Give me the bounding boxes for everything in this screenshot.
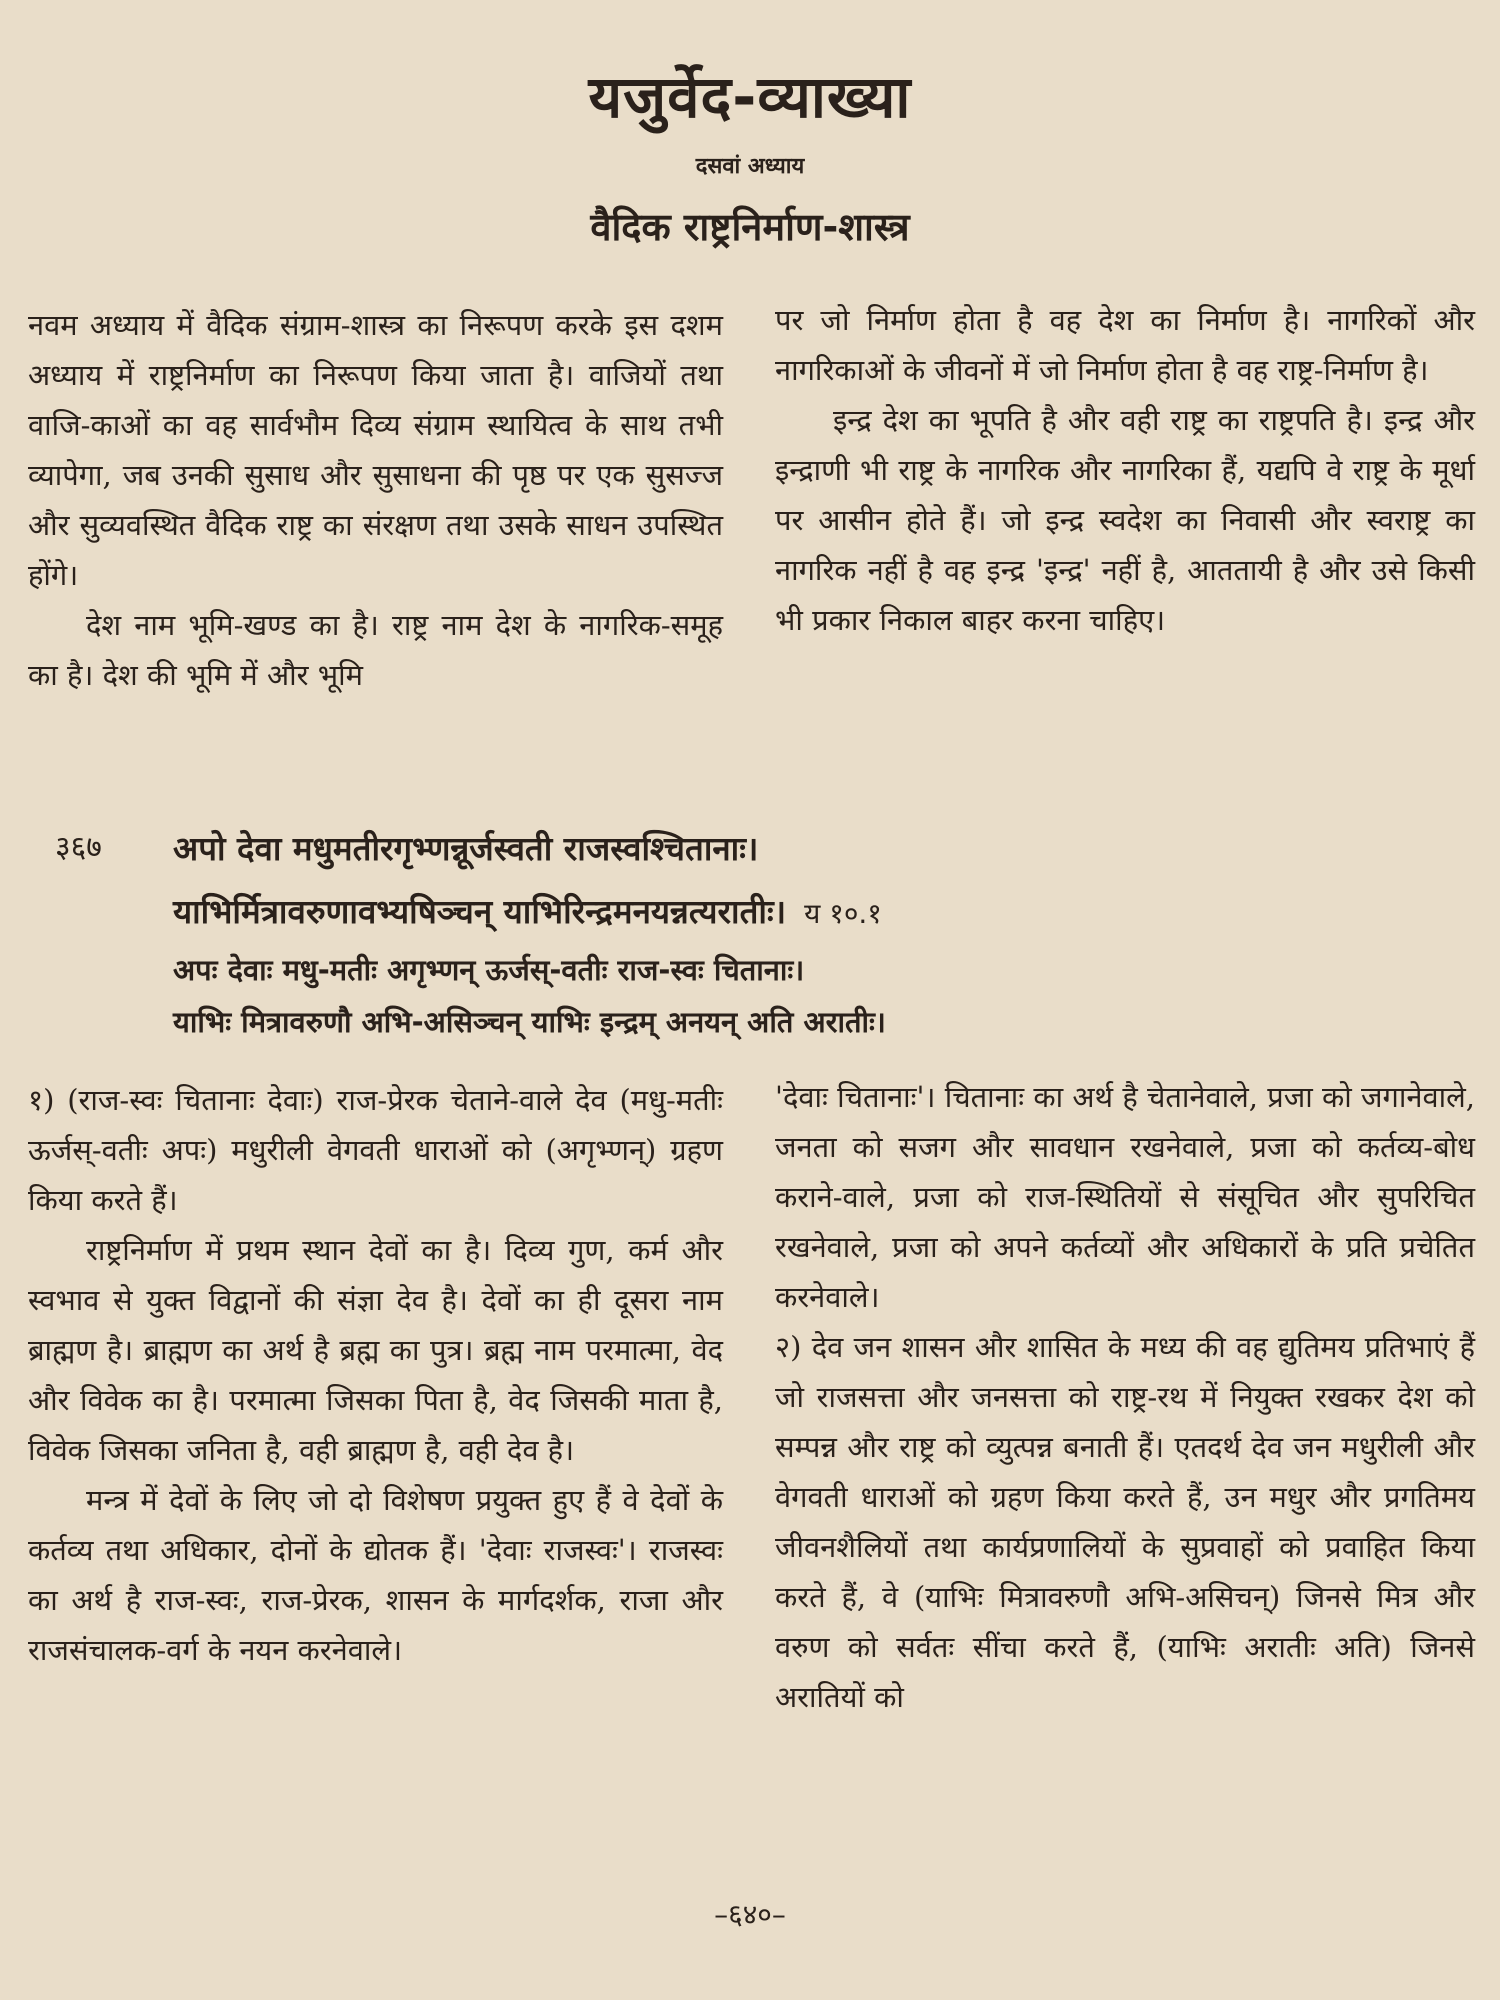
- intro-paragraph: पर जो निर्माण होता है वह देश का निर्माण है। नागरिकों और नागरिकाओं के जीवनों में जो निर्माण होता है वह राष्ट्र-निर्माण है।: [775, 303, 1475, 387]
- padapatha-line: अपः देवाः मधु-मतीः अगृभ्णन् ऊर्जस्-वतीः राज-स्वः चितानाः।: [173, 953, 805, 987]
- commentary-column-right: [775, 1072, 1475, 1722]
- intro-paragraph: इन्द्र देश का भूपति है और वही राष्ट्र का राष्ट्रपति है। इन्द्र और इन्द्राणी भी राष्ट्र के नागरिक और नागरिका हैं, यद्यपि वे राष्ट्र के मूर्धा पर आसीन होते हैं। जो इन्द्र स्वदेश का निवासी और स्वराष्ट्र का नागरिक नहीं है वह इन्द्र 'इन्द्र' नहीं है, आततायी है और उसे किसी भी प्रकार निकाल बाहर करना चाहिए।: [775, 403, 1475, 637]
- mantra-line: याभिर्मित्रावरुणावभ्यषिञ्चन् याभिरिन्द्रमनयन्नत्यरातीः।: [173, 892, 787, 931]
- commentary-column-left: [28, 1075, 723, 1675]
- chapter-subtitle: वैदिक राष्ट्रनिर्माण-शास्त्र: [590, 205, 910, 249]
- commentary-paragraph: राष्ट्रनिर्माण में प्रथम स्थान देवों का है। दिव्य गुण, कर्म और स्वभाव से युक्त विद्वानों की संज्ञा देव है। देवों का ही दूसरा नाम ब्राह्मण है। ब्राह्मण का अर्थ है ब्रह्म का पुत्र। ब्रह्म नाम परमात्मा, वेद और विवेक का है। परमात्मा जिसका पिता है, वेद जिसकी माता है, विवेक जिसका जनिता है, वही ब्राह्मण है, वही देव है।: [28, 1233, 723, 1467]
- intro-paragraph: देश नाम भूमि-खण्ड का है। राष्ट्र नाम देश के नागरिक-समूह का है। देश की भूमि में और भूमि: [28, 608, 723, 692]
- chapter-heading: दसवां अध्याय: [695, 154, 805, 179]
- mantra-line: अपो देवा मधुमतीरगृभ्णन्नूर्जस्वती राजस्वश्चितानाः।: [173, 829, 759, 868]
- intro-column-right: [775, 295, 1475, 645]
- mantra-line-with-ref: [173, 888, 882, 933]
- page-number: –६४०–: [714, 1898, 786, 1931]
- intro-paragraph: नवम अध्याय में वैदिक संग्राम-शास्त्र का निरूपण करके इस दशम अध्याय में राष्ट्रनिर्माण का निरूपण किया जाता है। वाजियों तथा वाजि-काओं का वह सार्वभौम दिव्य संग्राम स्थायित्व के साथ तभी व्यापेगा, जब उनकी सुसाध और सुसाधना की पृष्ठ पर एक सुसज्ज और सुव्यवस्थित वैदिक राष्ट्र का संरक्षण तथा उसके साधन उपस्थित होंगे।: [28, 308, 723, 592]
- mantra-reference: य १०.१: [804, 897, 882, 930]
- commentary-paragraph: १) (राज-स्वः चितानाः देवाः) राज-प्रेरक चेताने-वाले देव (मधु-मतीः ऊर्जस्-वतीः अपः) मधुरीली वेगवती धाराओं को (अगृभ्णन्) ग्रहण किया करते हैं।: [28, 1083, 723, 1217]
- mantra-number: ३६७: [55, 830, 102, 865]
- book-title: यजुर्वेद-व्याख्या: [588, 63, 912, 131]
- commentary-paragraph: २) देव जन शासन और शासित के मध्य की वह द्युतिमय प्रतिभाएं हैं जो राजसत्ता और जनसत्ता को राष्ट्र-रथ में नियुक्त रखकर देश को सम्पन्न और राष्ट्र को व्युत्पन्न बनाती हैं। एतदर्थ देव जन मधुरीली और वेगवती धाराओं को ग्रहण किया करते हैं, उन मधुर और प्रगतिमय जीवनशैलियों तथा कार्यप्रणालियों के सुप्रवाहों को प्रवाहित किया करते हैं, वे (याभिः मित्रावरुणौ अभि-असिचन्) जिनसे मित्र और वरुण को सर्वतः सींचा करते हैं, (याभिः अरातीः अति) जिनसे अरातियों को: [775, 1330, 1475, 1714]
- intro-column-left: [28, 300, 723, 700]
- padapatha-line: याभिः मित्रावरुणौ अभि-असिञ्चन् याभिः इन्द्रम् अनयन् अति अरातीः।: [173, 1005, 886, 1039]
- commentary-paragraph: मन्त्र में देवों के लिए जो दो विशेषण प्रयुक्त हुए हैं वे देवों के कर्तव्य तथा अधिकार, दोनों के द्योतक हैं। 'देवाः राजस्वः'। राजस्वः का अर्थ है राज-स्वः, राज-प्रेरक, शासन के मार्गदर्शक, राजा और राजसंचालक-वर्ग के नयन करनेवाले।: [28, 1483, 723, 1667]
- commentary-paragraph: 'देवाः चितानाः'। चितानाः का अर्थ है चेतानेवाले, प्रजा को जगानेवाले, जनता को सजग और सावधान रखनेवाले, प्रजा को कर्तव्य-बोध कराने-वाले, प्रजा को राज-स्थितियों से संसूचित और सुपरिचित रखनेवाले, प्रजा को अपने कर्तव्यों और अधिकारों के प्रति प्रचेतित करनेवाले।: [775, 1080, 1475, 1314]
